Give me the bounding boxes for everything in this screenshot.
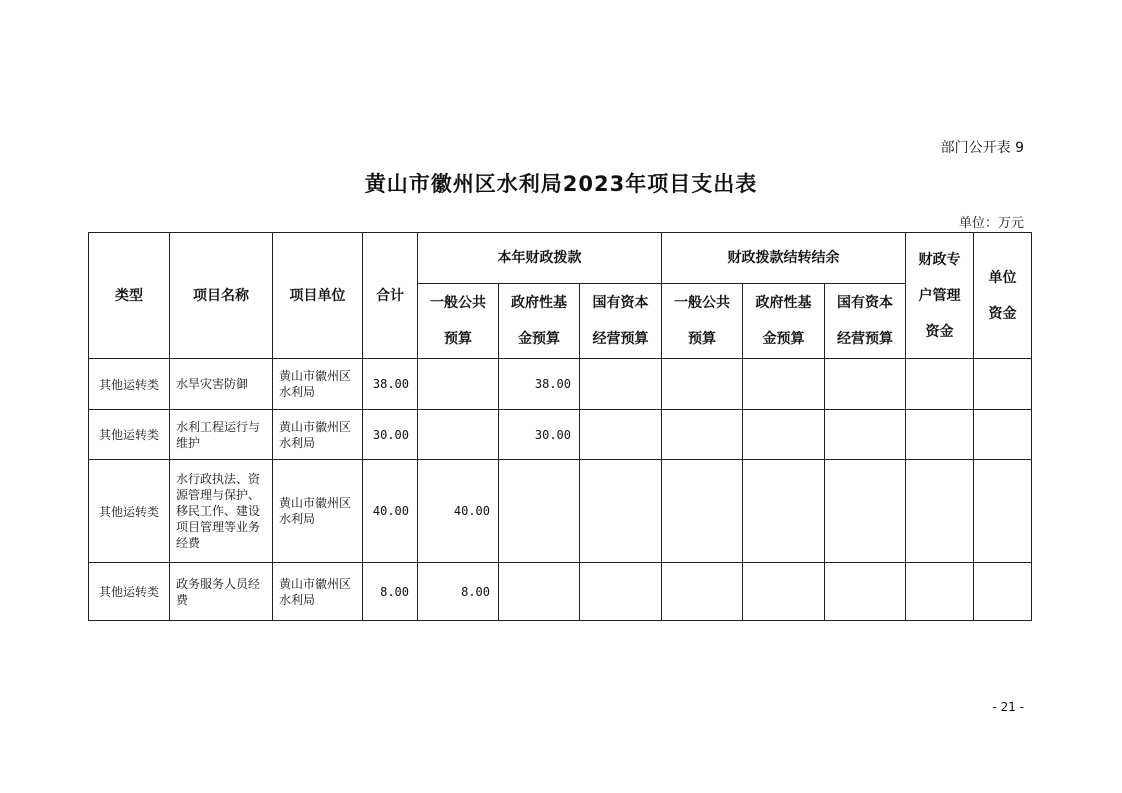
table-row	[89, 410, 1032, 460]
cell-current-state-capital	[580, 410, 662, 460]
header-carryover-gov-fund-budget: 政府性基金预算	[743, 284, 825, 359]
cell-project-unit: 黄山市徽州区水利局	[273, 460, 363, 563]
cell-unit-funds	[974, 359, 1032, 410]
cell-total: 38.00	[363, 359, 418, 410]
header-unit-funds: 单位资金	[974, 233, 1032, 359]
cell-current-gov-fund: 30.00	[499, 410, 580, 460]
cell-project-name: 政务服务人员经费	[170, 563, 273, 621]
cell-project-name: 水行政执法、资源管理与保护、移民工作、建设项目管理等业务经费	[170, 460, 273, 563]
header-current-gov-fund-budget: 政府性基金预算	[499, 284, 580, 359]
header-current-state-capital-budget: 国有资本经营预算	[580, 284, 662, 359]
cell-unit-funds	[974, 563, 1032, 621]
cell-carryover-gov-fund	[743, 359, 825, 410]
header-carryover-state-capital-budget: 国有资本经营预算	[825, 284, 906, 359]
cell-type: 其他运转类	[89, 460, 170, 563]
cell-total: 8.00	[363, 563, 418, 621]
cell-current-state-capital	[580, 359, 662, 410]
cell-current-general	[418, 410, 499, 460]
table-row	[89, 563, 1032, 621]
cell-type: 其他运转类	[89, 563, 170, 621]
header-type: 类型	[89, 233, 170, 359]
table-reference: 部门公开表 9	[940, 140, 1024, 156]
cell-total: 40.00	[363, 460, 418, 563]
cell-project-name: 水利工程运行与维护	[170, 410, 273, 460]
header-total: 合计	[363, 233, 418, 359]
cell-fiscal-special	[906, 359, 974, 410]
cell-fiscal-special	[906, 460, 974, 563]
cell-current-state-capital	[580, 563, 662, 621]
page-title: 黄山市徽州区水利局2023年项目支出表	[364, 172, 758, 196]
cell-current-general: 40.00	[418, 460, 499, 563]
cell-carryover-general	[662, 563, 743, 621]
header-project-unit: 项目单位	[273, 233, 363, 359]
cell-carryover-state-capital	[825, 563, 906, 621]
cell-current-state-capital	[580, 460, 662, 563]
header-group-carryover: 财政拨款结转结余	[662, 233, 906, 284]
cell-carryover-general	[662, 460, 743, 563]
table-row	[89, 359, 1032, 410]
project-expenditure-table	[88, 232, 1032, 621]
cell-project-name: 水旱灾害防御	[170, 359, 273, 410]
cell-carryover-state-capital	[825, 410, 906, 460]
cell-total: 30.00	[363, 410, 418, 460]
cell-carryover-general	[662, 359, 743, 410]
cell-carryover-state-capital	[825, 359, 906, 410]
unit-label: 单位：万元	[958, 216, 1024, 231]
cell-fiscal-special	[906, 563, 974, 621]
cell-carryover-state-capital	[825, 460, 906, 563]
header-project-name: 项目名称	[170, 233, 273, 359]
cell-carryover-gov-fund	[743, 563, 825, 621]
cell-current-gov-fund: 38.00	[499, 359, 580, 410]
header-group-current-appropriation: 本年财政拨款	[418, 233, 662, 284]
cell-current-general	[418, 359, 499, 410]
cell-project-unit: 黄山市徽州区水利局	[273, 563, 363, 621]
cell-project-unit: 黄山市徽州区水利局	[273, 410, 363, 460]
cell-type: 其他运转类	[89, 359, 170, 410]
cell-current-gov-fund	[499, 563, 580, 621]
cell-carryover-general	[662, 410, 743, 460]
cell-unit-funds	[974, 460, 1032, 563]
table-row	[89, 460, 1032, 563]
header-carryover-general-budget: 一般公共预算	[662, 284, 743, 359]
cell-unit-funds	[974, 410, 1032, 460]
header-fiscal-special-account: 财政专户管理资金	[906, 233, 974, 359]
cell-carryover-gov-fund	[743, 410, 825, 460]
cell-current-gov-fund	[499, 460, 580, 563]
cell-project-unit: 黄山市徽州区水利局	[273, 359, 363, 410]
cell-fiscal-special	[906, 410, 974, 460]
cell-current-general: 8.00	[418, 563, 499, 621]
page-number: - 21 -	[992, 700, 1024, 714]
header-current-general-budget: 一般公共预算	[418, 284, 499, 359]
cell-type: 其他运转类	[89, 410, 170, 460]
cell-carryover-gov-fund	[743, 460, 825, 563]
